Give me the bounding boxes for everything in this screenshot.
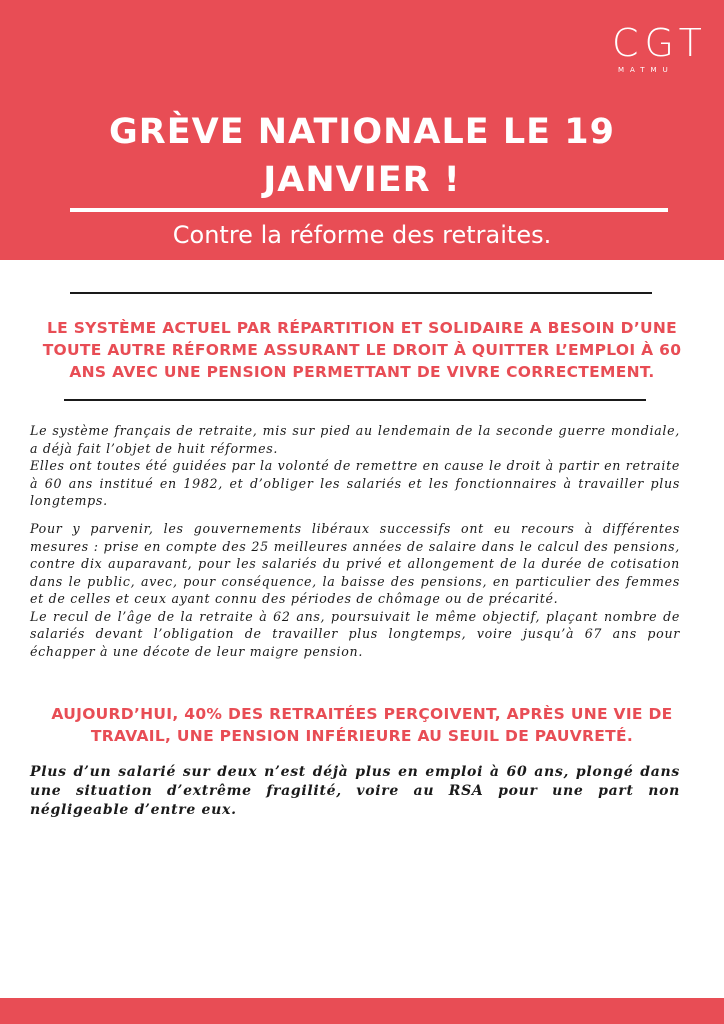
footer-bar xyxy=(0,998,724,1024)
divider-bottom xyxy=(64,399,646,401)
body-block-2 xyxy=(30,520,680,660)
divider-top xyxy=(70,292,652,294)
body-block-1 xyxy=(30,422,680,510)
paragraph-2: Elles ont toutes été guidées par la volonté de remettre en cause le droit à partir en retraite à 60 ans institué en 1982, et d’obliger les salariés et les fonctionnaires à travailler plus longtemps. xyxy=(30,458,680,508)
header-banner xyxy=(0,0,724,260)
paragraph-4: Le recul de l’âge de la retraite à 62 ans, poursuivait le même objectif, plaçant nombre de salariés devant l’obligation de travailler plus longtemps, voire jusqu’à 67 ans pour échapper à une décote de leur maigre pension. xyxy=(30,608,680,659)
closing-paragraph: Plus d’un salarié sur deux n’est déjà plus en emploi à 60 ans, plongé dans une situation d’extrême fragilité, voire au RSA pour une part non négligeable d’entre eux. xyxy=(30,764,680,818)
cgt-logo xyxy=(612,21,708,78)
callout-heading-2: AUJOURD’HUI, 40% DES RETRAITÉES PERÇOIVENT, APRÈS UNE VIE DE TRAVAIL, UNE PENSION INFÉRIEURE AU SEUIL DE PAUVRETÉ. xyxy=(51,705,673,745)
page-subtitle: Contre la réforme des retraites. xyxy=(172,221,552,249)
title-divider xyxy=(70,208,668,212)
logo-subtext: MATMU xyxy=(618,66,674,74)
callout-heading-1: LE SYSTÈME ACTUEL PAR RÉPARTITION ET SOLIDAIRE A BESOIN D’UNE TOUTE AUTRE RÉFORME ASSURANT LE DROIT À QUITTER L’EMPLOI À 60 ANS AVEC UNE PENSION PERMETTANT DE VIVRE CORRECTEMENT. xyxy=(42,319,682,381)
paragraph-3: Pour y parvenir, les gouvernements libéraux successifs ont eu recours à différentes mesures : prise en compte des 25 meilleures années de salaire dans le calcul des pensions, contre dix auparavant, pour les salariés du privé et allongement de la durée de cotisation dans le public, avec, pour conséquence, la baisse des pensions, en particulier des femmes et de celles et ceux ayant connu des périodes de chômage ou de précarité. xyxy=(30,521,680,606)
logo-text: CGT xyxy=(612,21,708,65)
page-title: GRÈVE NATIONALE LE 19 JANVIER ! xyxy=(109,112,615,200)
paragraph-1: Le système français de retraite, mis sur pied au lendemain de la seconde guerre mondiale, a déjà fait l’objet de huit réformes. xyxy=(30,423,680,456)
